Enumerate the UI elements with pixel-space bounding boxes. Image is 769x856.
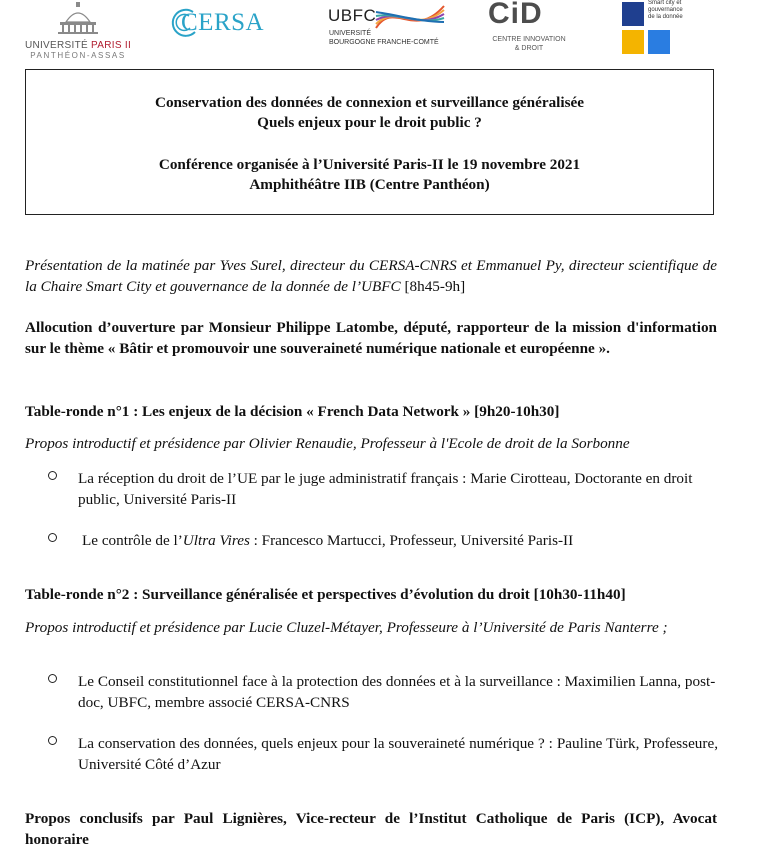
paris2-name-accent: PARIS II [91, 40, 132, 51]
bullet-icon [48, 533, 57, 542]
conference-question: Quels enjeux pour le droit public ? [257, 114, 482, 131]
conference-date-place: Conférence organisée à l’Université Paris-II le 19 novembre 2021 [158, 156, 581, 173]
ubfc-sub2: BOURGOGNE FRANCHE-COMTÉ [329, 39, 439, 46]
cid-logo [484, 0, 580, 54]
pantheon-dome-icon [48, 0, 108, 34]
lightbulb-icon [622, 30, 644, 54]
ubfc-logo [328, 0, 448, 50]
paris2-name: UNIVERSITÉ [24, 40, 88, 51]
cid-sub1: CENTRE INNOVATION [492, 36, 566, 43]
round1-item-2-text [82, 530, 718, 551]
network-icon [648, 30, 670, 54]
round1-item-1-text: La réception du droit de l’UE par le juge administratif français : Marie Cirotteau, Doctorante en droit public, Université Paris-II [78, 470, 693, 508]
bullet-icon [48, 736, 57, 745]
bullet-icon [48, 471, 57, 480]
paris2-logo [22, 0, 134, 60]
round2-intro: Propos introductif et présidence par Lucie Cluzel-Métayer, Professeure à l’Université de Paris Nanterre ; [25, 619, 668, 636]
closing-paragraph: Propos conclusifs par Paul Lignières, Vice-recteur de l’Institut Catholique de Paris (ICP), Avocat honoraire [25, 810, 717, 848]
bullet-icon [48, 674, 57, 683]
building-icon [622, 2, 644, 26]
smartcity-line2: gouvernance [648, 7, 683, 13]
ubfc-sub1: UNIVERSITÉ [329, 30, 372, 37]
round1-item-2-italic: Ultra Vires [182, 532, 250, 549]
round2-item-1-text: Le Conseil constitutionnel face à la protection des données et à la surveillance : Maximilien Lanna, post-doc, UBFC, membre associé CERSA-CNRS [78, 673, 716, 711]
conference-title: Conservation des données de connexion et surveillance généralisée [154, 94, 585, 111]
cersa-logo [165, 6, 290, 40]
paris2-sub: PANTHÉON-ASSAS [30, 51, 126, 60]
smartcity-logo [620, 0, 692, 58]
round1-intro: Propos introductif et présidence par Olivier Renaudie, Professeur à l'Ecole de droit de la Sorbonne [25, 435, 630, 452]
presentation-time: [8h45-9h] [404, 278, 466, 295]
ubfc-waves-icon [374, 0, 446, 34]
cid-name: CiD [488, 0, 543, 30]
smartcity-line3: de la donnée [648, 14, 683, 20]
smartcity-line1: Smart city et [648, 0, 682, 6]
round1-item-2-post: : Francesco Martucci, Professeur, Université Paris-II [249, 532, 574, 549]
round2-item-2-text: La conservation des données, quels enjeux pour la souveraineté numérique ? : Pauline Türk, Professeure, Université Côté d’Azur [78, 735, 718, 773]
logo-bar [0, 0, 769, 62]
conference-room: Amphithéâtre IIB (Centre Panthéon) [249, 176, 490, 193]
opening-paragraph: Allocution d’ouverture par Monsieur Philippe Latombe, député, rapporteur de la mission d'information sur le thème « Bâtir et promouvoir une souveraineté numérique nationale et européenne ». [25, 319, 717, 357]
round1-item-2-pre: Le contrôle de l’ [82, 532, 183, 549]
presentation-paragraph [25, 255, 717, 297]
cid-sub2: & DROIT [514, 45, 544, 52]
round1-title: Table-ronde n°1 : Les enjeux de la décision « French Data Network » [9h20-10h30] [25, 403, 560, 420]
conference-title-box [25, 69, 714, 215]
cersa-text: CERSA [181, 9, 265, 36]
ubfc-name: UBFC [328, 6, 377, 25]
round2-title: Table-ronde n°2 : Surveillance généralisée et perspectives d’évolution du droit [10h30-11h40] [25, 586, 626, 603]
presentation-text: Présentation de la matinée par Yves Surel, directeur du CERSA-CNRS et Emmanuel Py, directeur scientifique de la Chaire Smart City et gouvernance de la donnée de l’UBFC [25, 257, 717, 295]
